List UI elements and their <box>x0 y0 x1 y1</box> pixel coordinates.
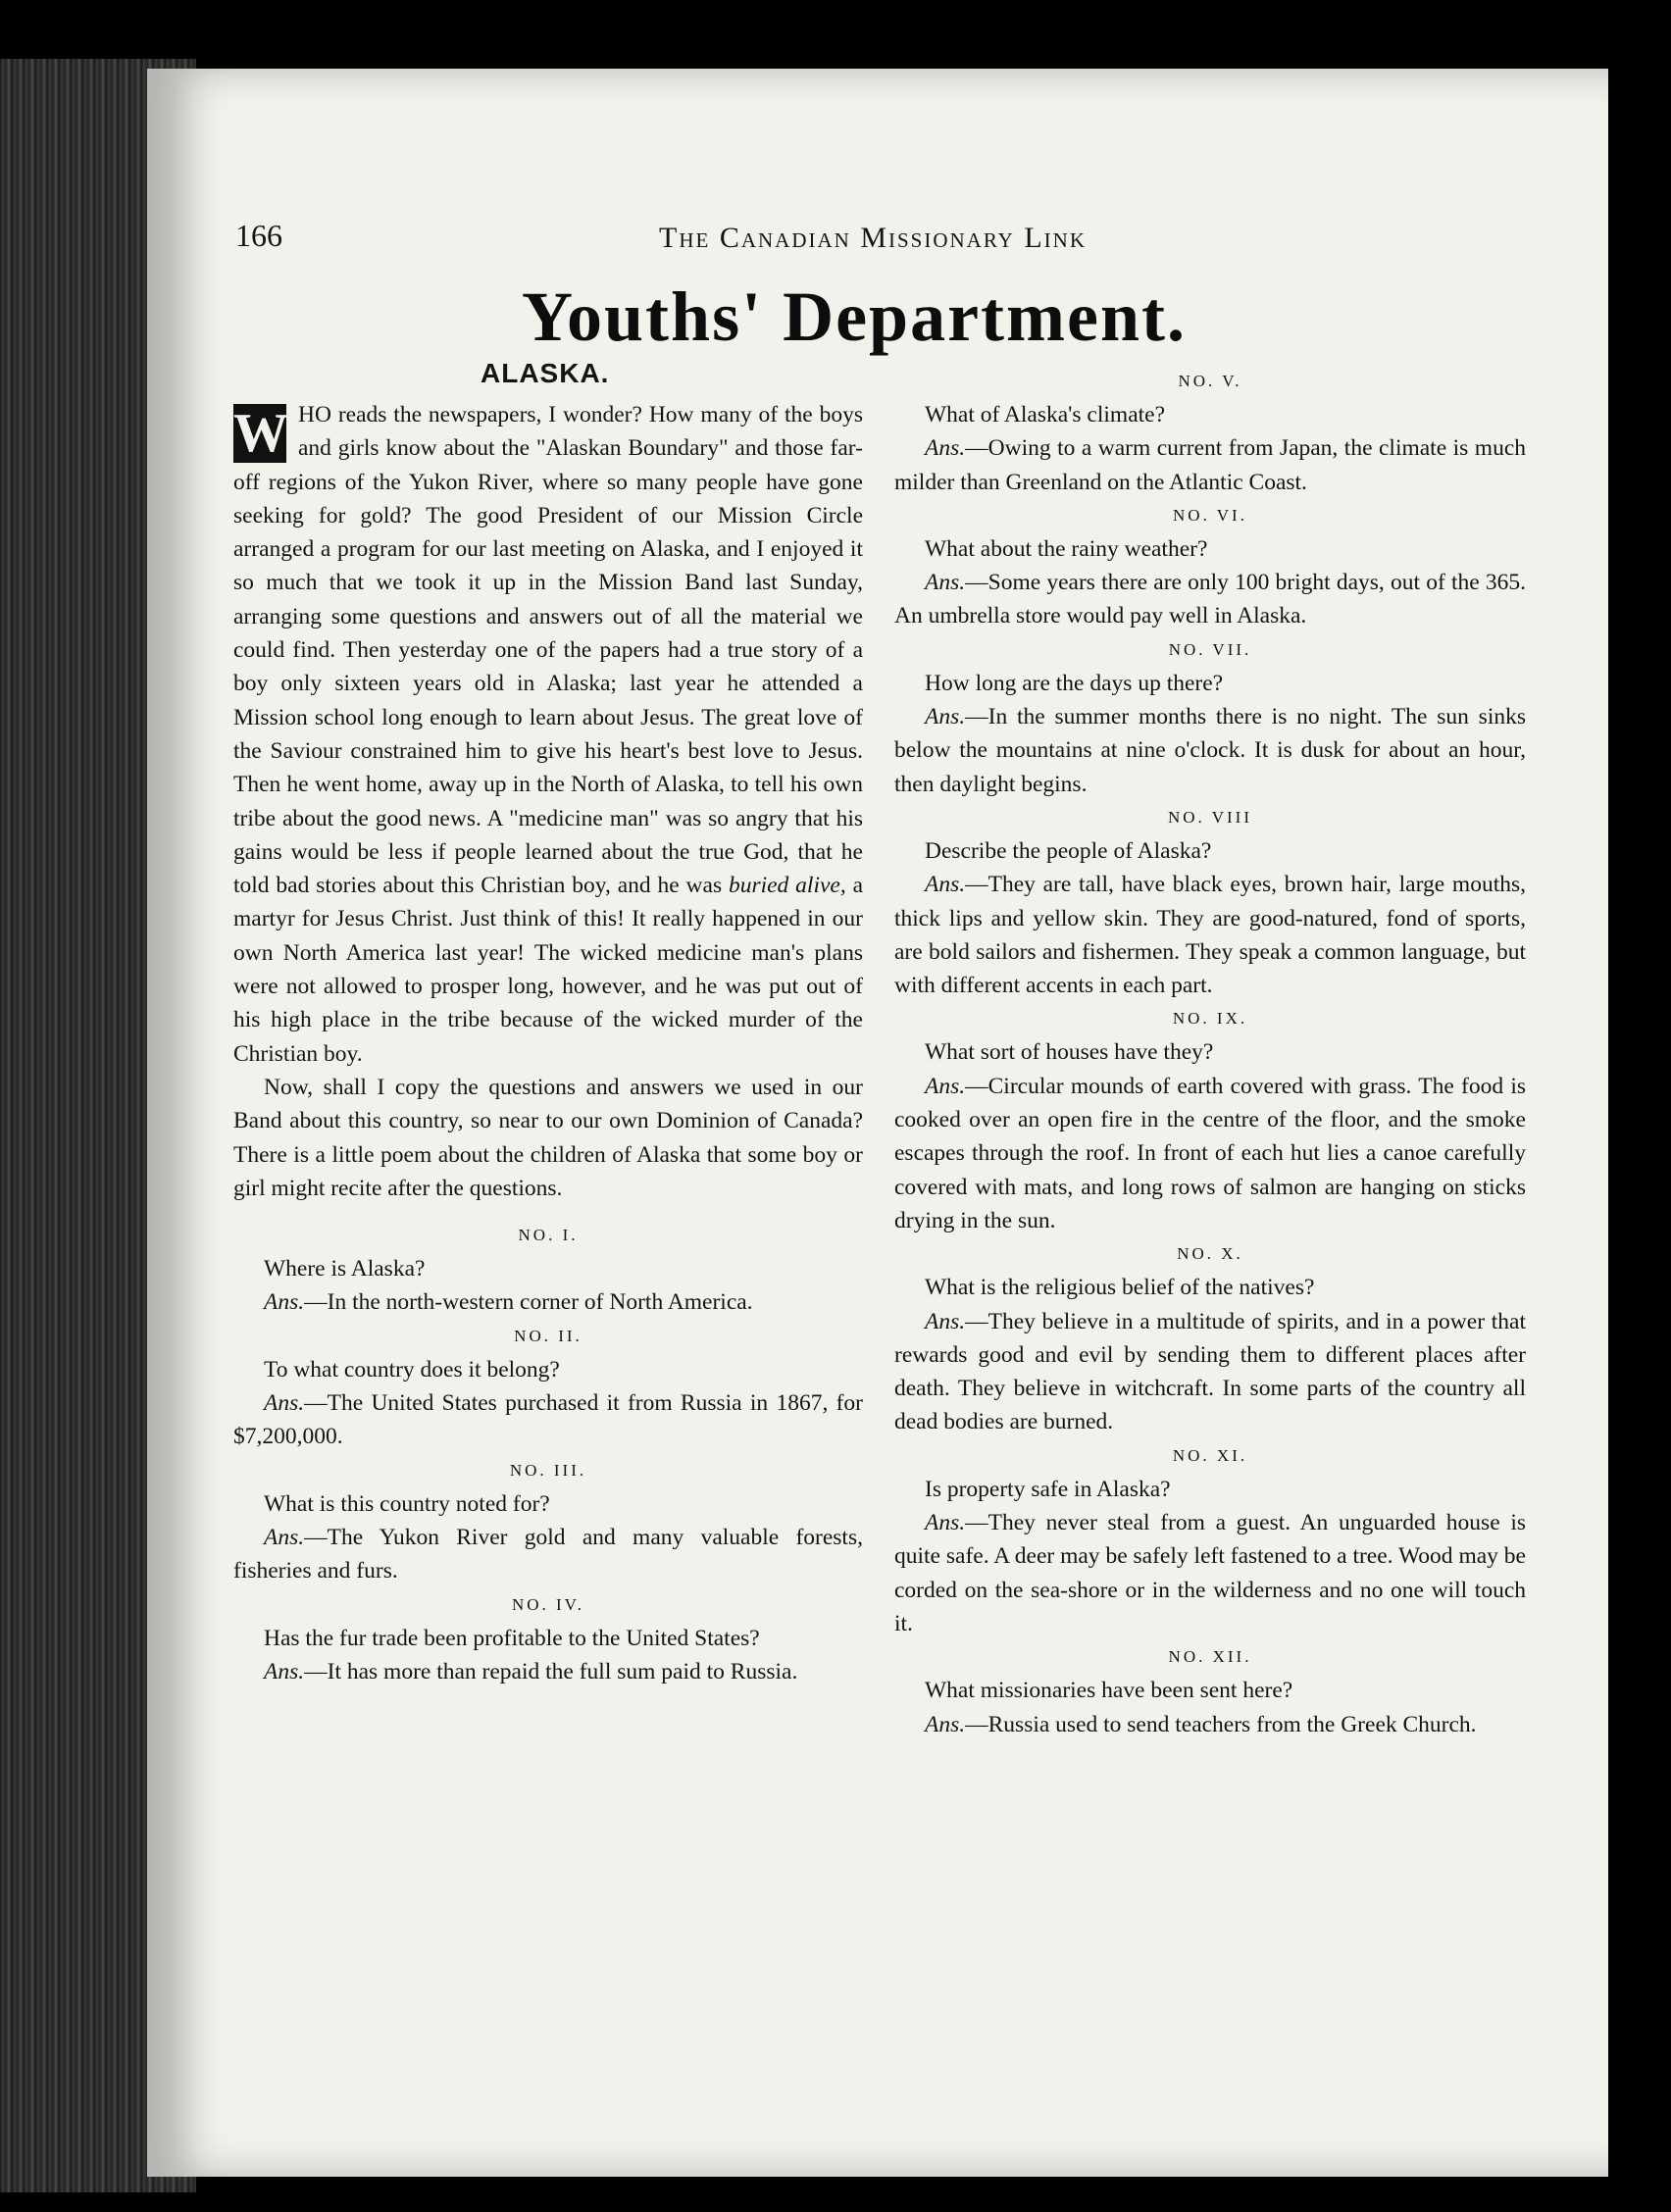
intro-emphasis: buried alive, <box>728 873 846 899</box>
left-column <box>233 398 863 1688</box>
question-text: Describe the people of Alaska? <box>925 837 1212 864</box>
answer-label: Ans. <box>925 435 966 462</box>
qa-item <box>894 1439 1526 1640</box>
qa-item <box>894 499 1526 633</box>
qa-item <box>233 1320 863 1454</box>
answer-label: Ans. <box>264 1289 305 1316</box>
qa-item <box>894 633 1526 801</box>
answer-body: Owing to a warm current from Japan, the climate is much milder than Greenland on the Atlantic Coast. <box>894 435 1526 495</box>
answer-body: Russia used to send teachers from the Greek Church. <box>987 1711 1477 1737</box>
right-column <box>894 365 1526 1741</box>
qa-item <box>894 365 1526 499</box>
answer-label: Ans. <box>925 570 966 596</box>
answer-body: It has more than repaid the full sum paid to Russia. <box>327 1658 798 1684</box>
answer-label: Ans. <box>264 1524 305 1550</box>
question-number: NO. I. <box>518 1226 579 1245</box>
answer-label: Ans. <box>925 1711 966 1737</box>
qa-item <box>233 1219 863 1320</box>
running-head-text: The Canadian Missionary Link <box>659 222 1087 254</box>
answer-body: Some years there are only 100 bright days, out of the 365. An umbrella store would pay well in Alaska. <box>894 570 1526 629</box>
qa-item <box>894 1640 1526 1741</box>
scan-border <box>1608 0 1671 2212</box>
question-text: What is the religious belief of the natives? <box>925 1275 1315 1301</box>
qa-item <box>233 1454 863 1588</box>
question-number: NO. VI. <box>1173 505 1247 525</box>
answer-label: Ans. <box>925 1073 966 1099</box>
answer-body: In the north-western corner of North America. <box>327 1289 753 1316</box>
intro-end: a martyr for Jesus Christ. Just think of this! It really happened in our own North America last year! The wicked medicine man's plans were not allowed to prosper long, however, and he was put out of his high place in the tribe because of the wicked murder of the Christian boy. <box>233 873 864 1067</box>
department-title: Youths' Department. <box>522 277 1187 356</box>
answer-text: Ans.—In the summer months there is no night. The sun sinks below the mountains at nine o'clock. It is dusk for about an hour, then daylight begins. <box>894 704 1526 797</box>
question-number: NO. VIII <box>1167 807 1252 827</box>
answer-text: Ans.—Owing to a warm current from Japan, the climate is much milder than Greenland on the Atlantic Coast. <box>894 435 1526 495</box>
question-number: NO. V. <box>1178 372 1242 390</box>
question-number: NO. XI. <box>1172 1445 1248 1465</box>
question-number: NO. X. <box>1177 1244 1243 1264</box>
answer-label: Ans. <box>925 1308 966 1334</box>
question-text: What sort of houses have they? <box>925 1039 1214 1066</box>
answer-body: In the summer months there is no night. The sun sinks below the mountains at nine o'clock. It is dusk for about an hour, then daylight begins. <box>894 704 1526 797</box>
answer-body: They are tall, have black eyes, brown hair, large mouths, thick lips and yellow skin. They are good-natured, fond of sports, are bold sailors and fishermen. They speak a common language, but with different accents in each part. <box>894 872 1526 999</box>
answer-text: Ans.—In the north-western corner of North America. <box>264 1289 753 1316</box>
drop-cap: W <box>233 403 288 464</box>
intro-text: HO reads the newspapers, I wonder? How many of the boys and girls know about the "Alaskan Boundary" and those far-off regions of the Yukon River, where so many people have gone seeking for gold? The good President of our Mission Circle arranged a program for our last meeting on Alaska, and I enjoyed it so much that we took it up in the Mission Band last Sunday, arranging some questions and answers out of all the material we could find. Then yesterday one of the papers had a true story of a boy only sixteen years old in Alaska; last year he attended a Mission school long enough to learn about Jesus. The great love of the Saviour constrained him to give his heart's best love to Jesus. Then he went home, away up in the North of Alaska, to tell his own tribe about the good news. A "medicine man" was so angry that his gains would be less if people learned about the true God, that he told bad stories about this Christian boy, and he was <box>233 402 863 899</box>
answer-text: Ans.—Russia used to send teachers from the Greek Church. <box>925 1711 1477 1737</box>
answer-text: Ans.—They are tall, have black eyes, brown hair, large mouths, thick lips and yellow skin. They are good-natured, fond of sports, are bold sailors and fishermen. They speak a common language, but with different accents in each part. <box>894 872 1526 999</box>
answer-text: Ans.—Some years there are only 100 bright days, out of the 365. An umbrella store would pay well in Alaska. <box>894 570 1526 629</box>
question-number: NO. VII. <box>1168 639 1252 659</box>
answer-text: Ans.—They never steal from a guest. An unguarded house is quite safe. A deer may be safely left fastened to a tree. Wood may be corded on the sea-shore or in the wilderness and no one will touch it. <box>894 1510 1526 1636</box>
answer-text: Ans.—Circular mounds of earth covered with grass. The food is cooked over an open fire in the centre of the floor, and the smoke escapes through the roof. In front of each hut lies a canoe carefully covered with mats, and long rows of salmon are hanging on sticks drying in the sun. <box>894 1073 1526 1233</box>
question-text: What about the rainy weather? <box>925 535 1208 562</box>
answer-text: Ans.—The United States purchased it from Russia in 1867, for $7,200,000. <box>233 1390 863 1450</box>
answer-text: Ans.—It has more than repaid the full sum paid to Russia. <box>264 1658 798 1684</box>
article-title: ALASKA. <box>481 358 610 388</box>
qa-item <box>233 1588 863 1689</box>
question-number: NO. IV. <box>511 1594 585 1614</box>
answer-text: Ans.—The Yukon River gold and many valuable forests, fisheries and furs. <box>233 1524 863 1584</box>
qa-item <box>894 801 1526 1002</box>
question-number: NO. II. <box>514 1326 582 1345</box>
answer-label: Ans. <box>925 704 966 730</box>
page-number: 166 <box>235 218 282 253</box>
question-text: Is property safe in Alaska? <box>925 1476 1171 1502</box>
second-paragraph: Now, shall I copy the questions and answers we used in our Band about this country, so near to our own Dominion of Canada? There is a little poem about the children of Alaska that some boy or girl might recite after the questions. <box>233 1074 863 1201</box>
answer-body: The Yukon River gold and many valuable forests, fisheries and furs. <box>233 1524 863 1584</box>
answer-label: Ans. <box>925 1510 966 1536</box>
question-text: What is this country noted for? <box>264 1490 550 1517</box>
answer-label: Ans. <box>264 1658 305 1684</box>
answer-label: Ans. <box>264 1390 305 1417</box>
answer-body: Circular mounds of earth covered with grass. The food is cooked over an open fire in the centre of the floor, and the smoke escapes through the roof. In front of each hut lies a canoe carefully covered with mats, and long rows of salmon are hanging on sticks drying in the sun. <box>894 1073 1526 1233</box>
question-text: Where is Alaska? <box>264 1256 426 1282</box>
question-number: NO. XII. <box>1168 1647 1252 1667</box>
question-text: Has the fur trade been profitable to the United States? <box>264 1625 760 1651</box>
answer-label: Ans. <box>925 872 966 898</box>
answer-body: They believe in a multitude of spirits, and in a power that rewards good and evil by sending them to different places after death. They believe in witchcraft. In some parts of the country all dead bodies are burned. <box>894 1308 1526 1435</box>
question-number: NO. IX. <box>1172 1009 1248 1029</box>
question-text: What of Alaska's climate? <box>925 402 1166 427</box>
answer-body: The United States purchased it from Russia in 1867, for $7,200,000. <box>233 1390 863 1450</box>
intro-paragraph <box>233 398 863 1071</box>
question-number: NO. III. <box>509 1460 587 1480</box>
answer-body: They never steal from a guest. An unguarded house is quite safe. A deer may be safely left fastened to a tree. Wood may be corded on the sea-shore or in the wilderness and no one will touch it. <box>894 1510 1526 1636</box>
question-text: How long are the days up there? <box>925 670 1224 696</box>
running-head <box>659 222 1087 255</box>
question-text: To what country does it belong? <box>264 1356 560 1382</box>
qa-item <box>894 1002 1526 1237</box>
question-text: What missionaries have been sent here? <box>925 1678 1293 1704</box>
answer-text: Ans.—They believe in a multitude of spirits, and in a power that rewards good and evil by sending them to different places after death. They believe in witchcraft. In some parts of the country all dead bodies are burned. <box>894 1308 1526 1435</box>
qa-item <box>894 1237 1526 1438</box>
